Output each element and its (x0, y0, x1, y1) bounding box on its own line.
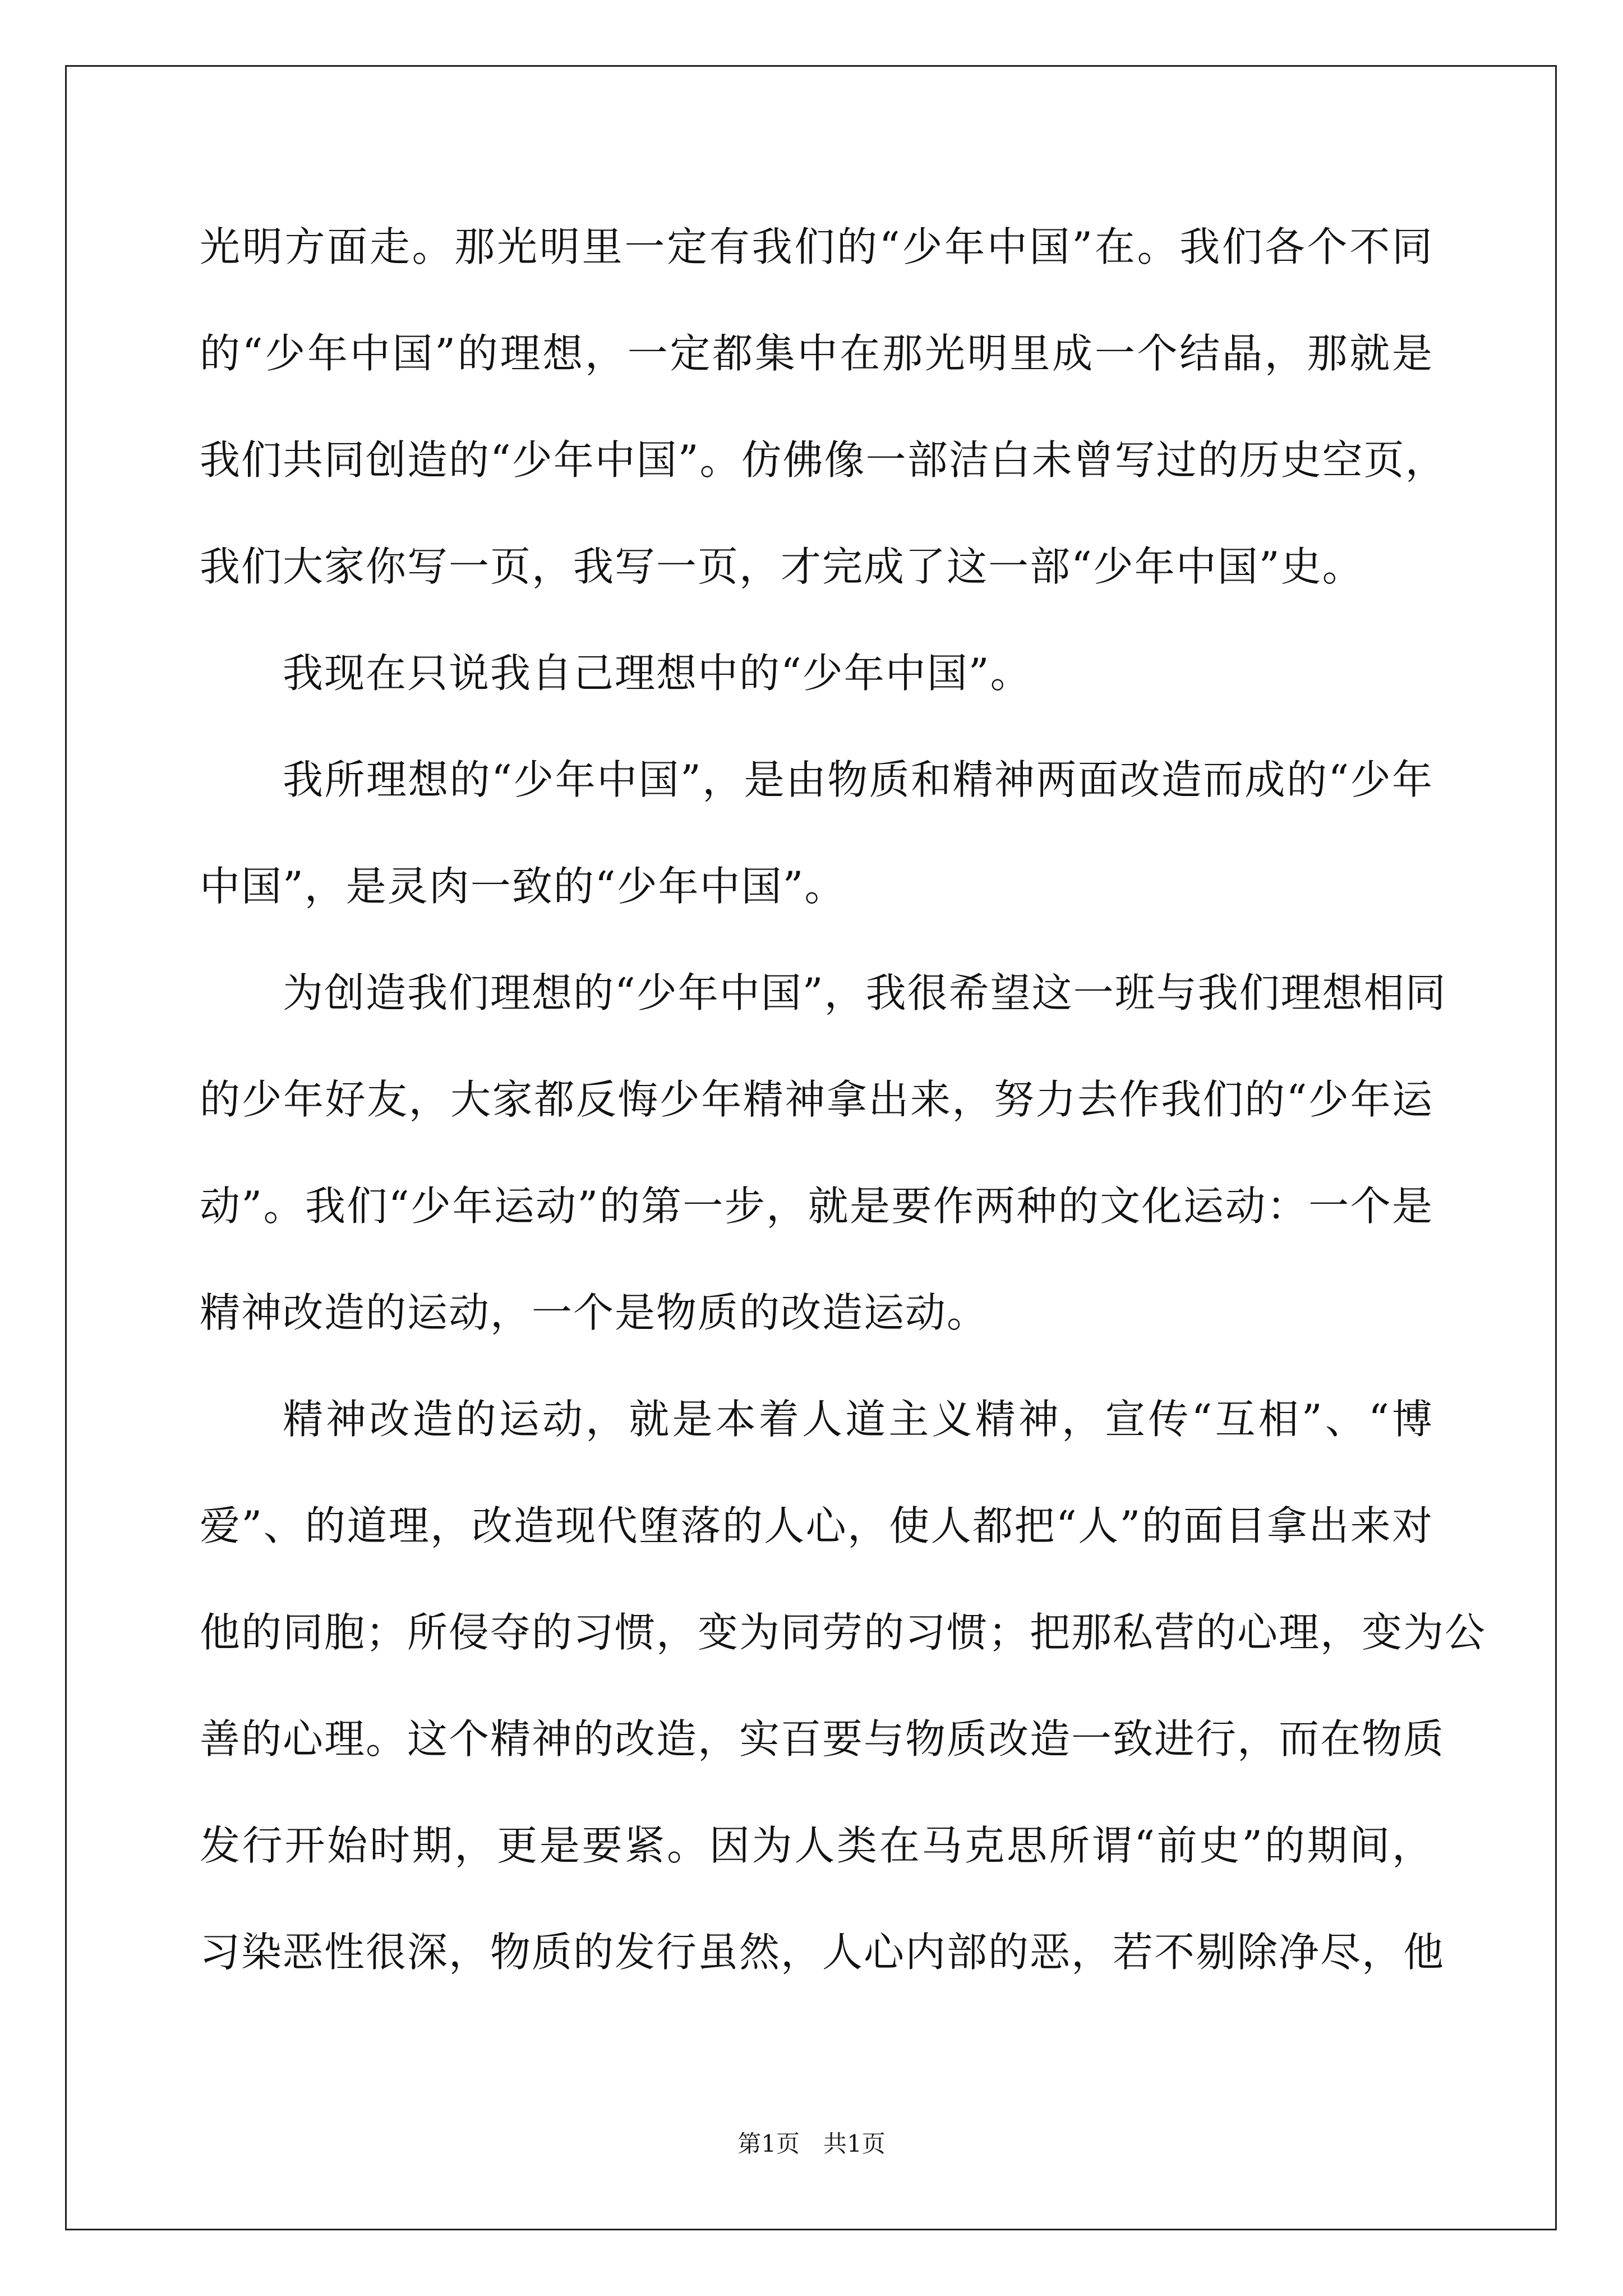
text-line: 的“少年中国”的理想，一定都集中在那光明里成一个结晶，那就是 (200, 330, 1433, 377)
text-line: 我们大家你写一页，我写一页，才完成了这一部“少年中国”史。 (200, 543, 1364, 590)
text-line: 善的心理。这个精神的改造，实百要与物质改造一致进行，而在物质 (200, 1715, 1445, 1763)
text-line: 我现在只说我自己理想中的“少年中国”。 (283, 650, 1032, 697)
text-line: 精神改造的运动，就是本着人道主义精神，宣传“互相”、“博 (283, 1396, 1433, 1443)
text-line: 动”。我们“少年运动”的第一步，就是要作两种的文化运动：一个是 (200, 1182, 1433, 1230)
text-line: 中国”，是灵肉一致的“少年中国”。 (200, 863, 846, 910)
page-number: 第1页 共1页 (737, 2130, 886, 2157)
text-line: 他的同胞；所侵夺的习惯，变为同劳的习惯；把那私营的心理，变为公 (200, 1609, 1487, 1656)
text-line: 我所理想的“少年中国”，是由物质和精神两面改造而成的“少年 (283, 756, 1433, 803)
text-line: 光明方面走。那光明里一定有我们的“少年中国”在。我们各个不同 (200, 223, 1433, 270)
text-line: 发行开始时期，更是要紧。因为人类在马克思所谓“前史”的期间， (200, 1822, 1433, 1869)
text-line: 精神改造的运动，一个是物质的改造运动。 (200, 1289, 989, 1336)
text-line: 爱”、的道理，改造现代堕落的人心，使人都把“人”的面目拿出来对 (200, 1502, 1433, 1549)
page-border (65, 65, 1557, 2230)
text-line: 的少年好友，大家都反悔少年精神拿出来，努力去作我们的“少年运 (200, 1076, 1433, 1123)
text-line: 我们共同创造的“少年中国”。仿佛像一部洁白未曾写过的历史空页， (200, 436, 1447, 484)
text-line: 习染恶性很深，物质的发行虽然，人心内部的恶，若不剔除净尽，他 (200, 1929, 1445, 1976)
text-line: 为创造我们理想的“少年中国”，我很希望这一班与我们理想相同 (283, 969, 1447, 1016)
